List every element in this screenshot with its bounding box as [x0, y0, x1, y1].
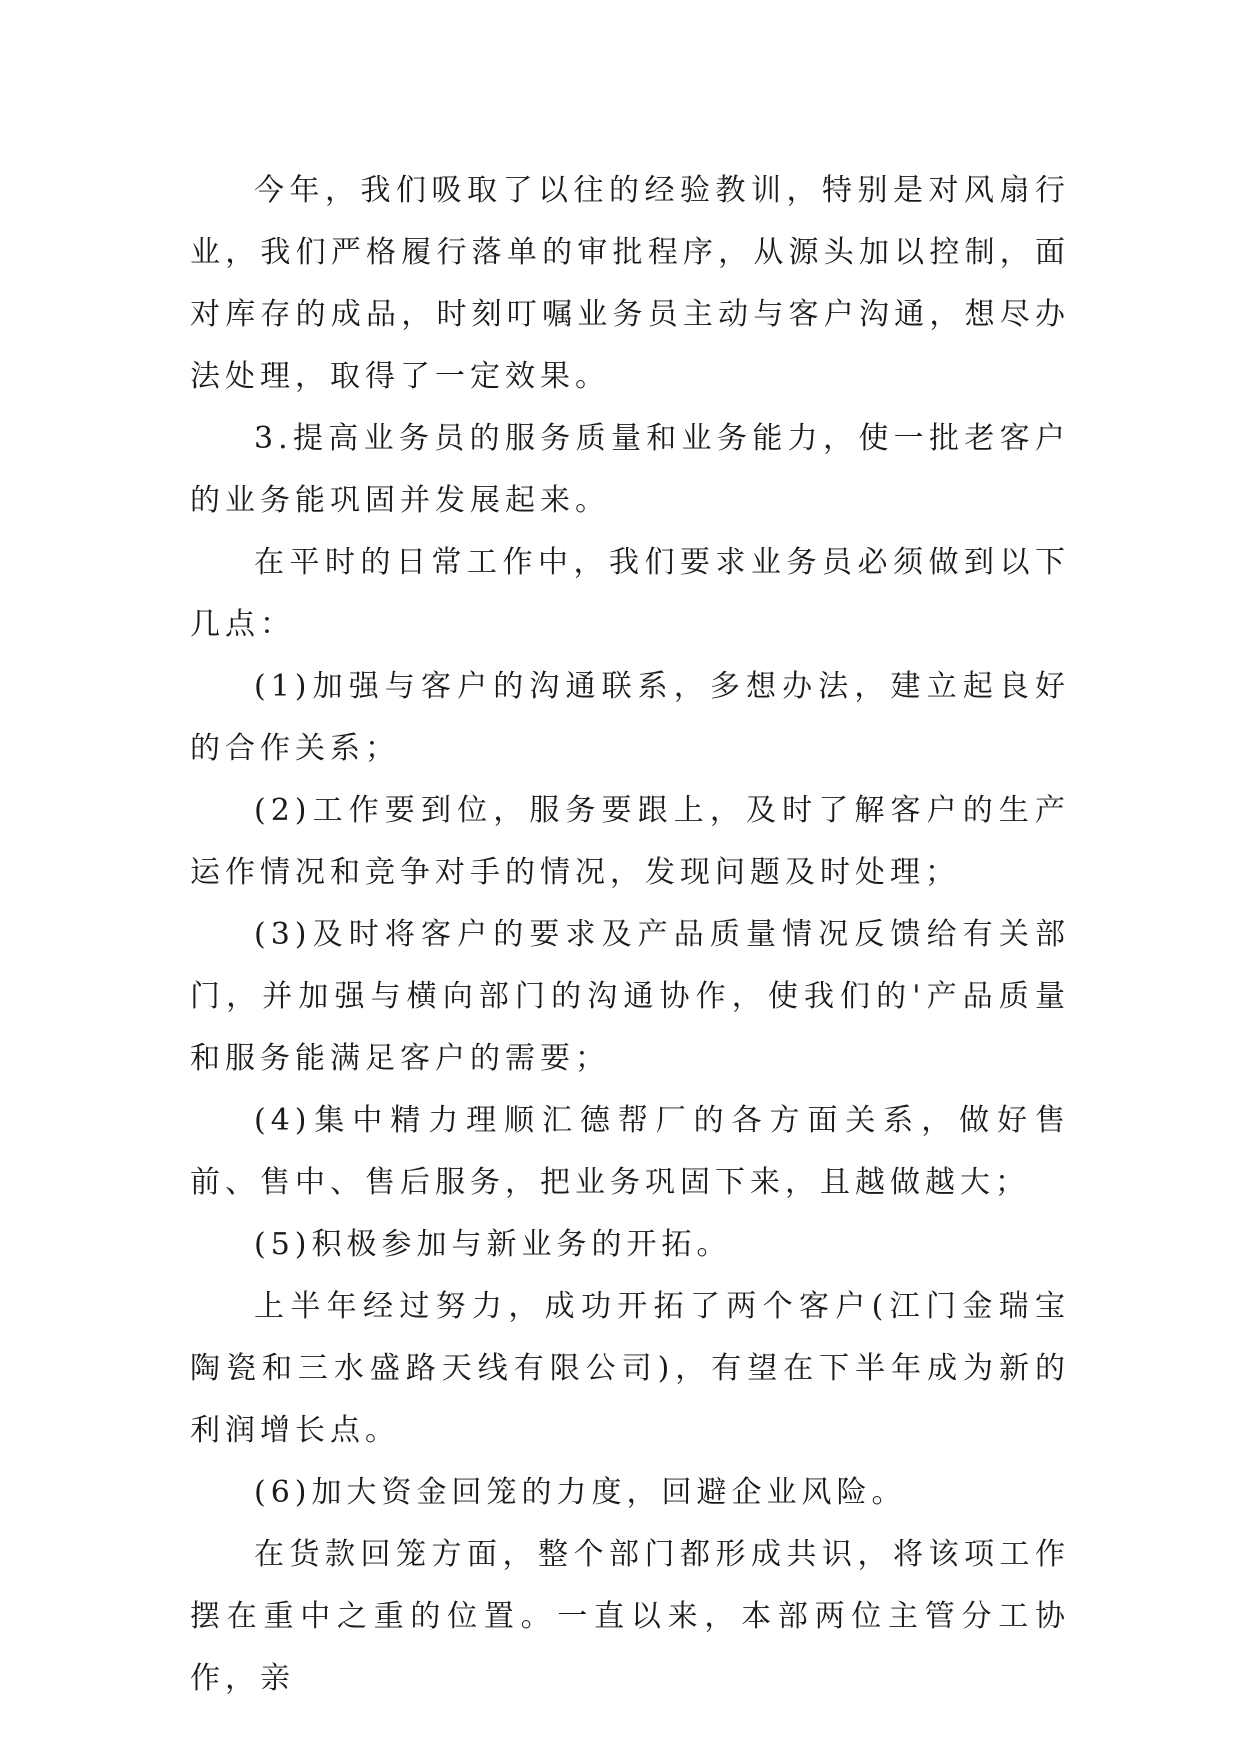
paragraph-9: 上半年经过努力，成功开拓了两个客户(江门金瑞宝陶瓷和三水盛路天线有限公司)，有望在下半年成为新的利润增长点。 [190, 1289, 1070, 1448]
document-body [190, 160, 1070, 1710]
paragraph-6: (3)及时将客户的要求及产品质量情况反馈给有关部门，并加强与横向部门的沟通协作，使我们的'产品质量和服务能满足客户的需要； [190, 917, 1070, 1076]
paragraph-4: (1)加强与客户的沟通联系，多想办法，建立起良好的合作关系； [190, 669, 1070, 766]
paragraph-3: 在平时的日常工作中，我们要求业务员必须做到以下几点： [190, 545, 1070, 642]
paragraph-5: (2)工作要到位，服务要跟上，及时了解客户的生产运作情况和竞争对手的情况，发现问题及时处理； [190, 793, 1070, 890]
paragraph-1: 今年，我们吸取了以往的经验教训，特别是对风扇行业，我们严格履行落单的审批程序，从源头加以控制，面对库存的成品，时刻叮嘱业务员主动与客户沟通，想尽办法处理，取得了一定效果。 [190, 173, 1070, 394]
paragraph-8: (5)积极参加与新业务的开拓。 [254, 1227, 732, 1262]
paragraph-11: 在货款回笼方面，整个部门都形成共识，将该项工作摆在重中之重的位置。一直以来，本部两位主管分工协作，亲 [190, 1537, 1070, 1696]
paragraph-10: (6)加大资金回笼的力度，回避企业风险。 [254, 1475, 907, 1510]
paragraph-2: 3.提高业务员的服务质量和业务能力，使一批老客户的业务能巩固并发展起来。 [190, 421, 1070, 518]
paragraph-7: (4)集中精力理顺汇德帮厂的各方面关系，做好售前、售中、售后服务，把业务巩固下来，且越做越大； [190, 1103, 1070, 1200]
